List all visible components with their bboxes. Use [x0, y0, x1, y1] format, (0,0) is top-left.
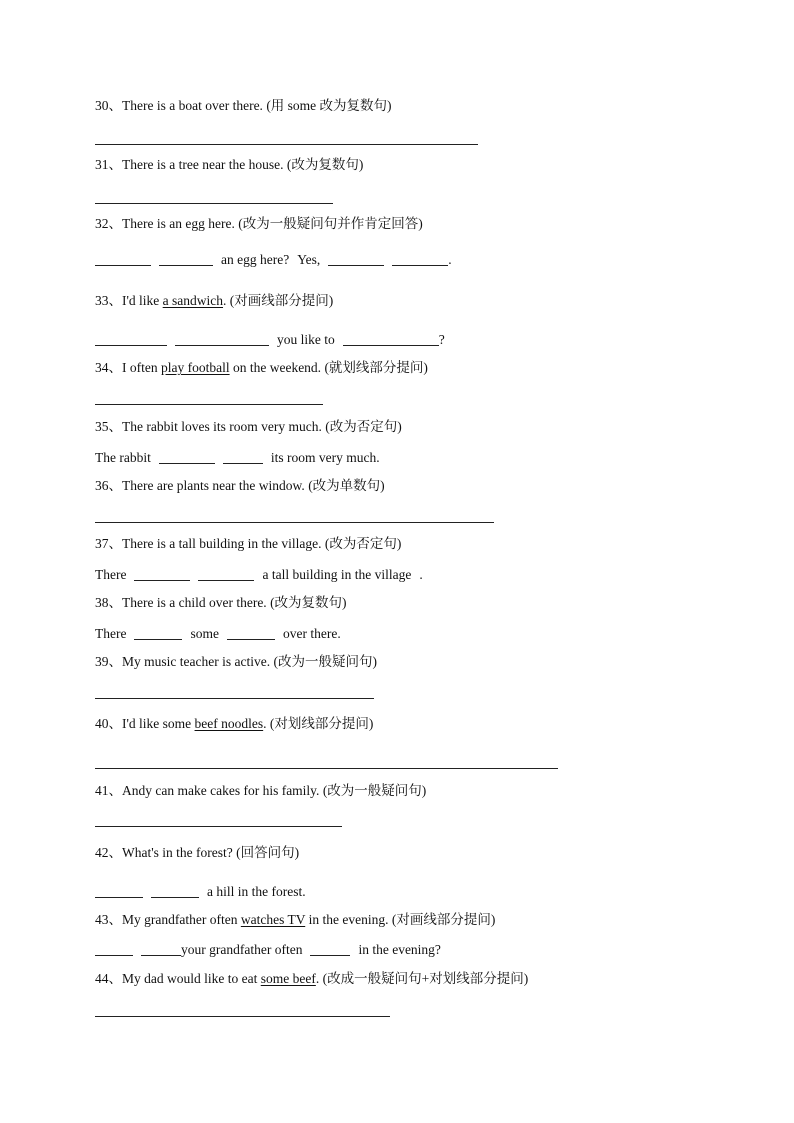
question-sentence: on the weekend.: [232, 360, 322, 375]
blank-field[interactable]: [392, 252, 448, 266]
underlined-phrase: watches TV: [240, 912, 306, 927]
blank-field[interactable]: [198, 567, 254, 581]
answer-text: .: [419, 567, 423, 582]
question-37: [95, 535, 401, 553]
answer-line-34[interactable]: [95, 404, 323, 405]
question-35: [95, 418, 402, 436]
question-sentence: in the evening.: [308, 912, 389, 927]
question-instruction: (对划线部分提问): [269, 716, 374, 731]
blank-field[interactable]: [227, 626, 275, 640]
blank-field[interactable]: [328, 252, 384, 266]
question-number: 37、: [95, 536, 122, 551]
question-sentence: I'd like: [122, 293, 160, 308]
answer-row-32: [95, 251, 452, 269]
question-number: 36、: [95, 478, 122, 493]
question-42: [95, 844, 299, 862]
question-number: 34、: [95, 360, 122, 375]
question-sentence: I often: [122, 360, 158, 375]
answer-row-43: [95, 941, 441, 959]
blank-field[interactable]: [159, 252, 213, 266]
answer-text: a tall building in the village: [262, 567, 412, 582]
question-instruction: (改为单数句): [308, 478, 385, 493]
question-sentence: .: [223, 293, 227, 308]
question-instruction: (对画线部分提问): [229, 293, 334, 308]
answer-line-39[interactable]: [95, 698, 374, 699]
answer-text: an egg here?: [221, 252, 290, 267]
answer-text: your grandfather often: [181, 942, 303, 957]
underlined-phrase: a sandwich: [162, 293, 224, 308]
question-number: 31、: [95, 157, 122, 172]
answer-text: you like to: [277, 332, 335, 347]
blank-field[interactable]: [343, 332, 439, 346]
question-number: 43、: [95, 912, 122, 927]
underlined-phrase: beef noodles: [194, 716, 264, 731]
answer-line-31[interactable]: [95, 203, 333, 204]
underlined-phrase: play football: [160, 360, 230, 375]
question-instruction: (改为否定句): [324, 536, 402, 551]
answer-row-35: [95, 449, 380, 467]
question-38: [95, 594, 347, 612]
answer-text: its room very much.: [270, 450, 380, 465]
answer-line-44[interactable]: [95, 1016, 390, 1017]
answer-row-33: [95, 331, 445, 349]
underlined-phrase: some beef: [260, 971, 316, 986]
question-sentence: .: [263, 716, 267, 731]
question-sentence: My grandfather often: [122, 912, 238, 927]
question-43: [95, 911, 495, 929]
question-instruction: (就划线部分提问): [324, 360, 428, 375]
blank-field[interactable]: [134, 567, 190, 581]
question-32: [95, 215, 423, 233]
question-sentence: There is a tall building in the village.: [122, 536, 322, 551]
question-41: [95, 782, 426, 800]
blank-field[interactable]: [134, 626, 182, 640]
question-instruction: (用 some 改为复数句): [266, 98, 392, 113]
question-sentence: My music teacher is active.: [122, 654, 271, 669]
blank-field[interactable]: [95, 884, 143, 898]
question-number: 30、: [95, 98, 122, 113]
answer-line-30[interactable]: [95, 144, 478, 145]
question-number: 39、: [95, 654, 122, 669]
answer-text: The rabbit: [95, 450, 151, 465]
blank-field[interactable]: [223, 450, 263, 464]
question-instruction: (改为一般疑问句并作肯定回答): [238, 216, 423, 231]
blank-field[interactable]: [95, 942, 133, 956]
question-number: 33、: [95, 293, 122, 308]
question-sentence: There is a tree near the house.: [122, 157, 284, 172]
question-number: 38、: [95, 595, 122, 610]
answer-text: Yes,: [297, 252, 321, 267]
answer-text: over there.: [282, 626, 341, 641]
question-number: 40、: [95, 716, 122, 731]
question-31: [95, 156, 363, 174]
question-sentence: .: [315, 971, 320, 986]
question-sentence: My dad would like to eat: [122, 971, 258, 986]
blank-field[interactable]: [151, 884, 199, 898]
blank-field[interactable]: [95, 252, 151, 266]
question-number: 41、: [95, 783, 122, 798]
question-number: 42、: [95, 845, 122, 860]
question-sentence: The rabbit loves its room very much.: [122, 419, 322, 434]
blank-field[interactable]: [175, 332, 269, 346]
answer-row-37: [95, 566, 423, 584]
question-34: [95, 359, 428, 377]
question-instruction: (改为复数句): [270, 595, 347, 610]
answer-text: in the evening?: [358, 942, 441, 957]
answer-row-42: [95, 883, 306, 901]
blank-field[interactable]: [141, 942, 181, 956]
question-sentence: There is a boat over there.: [122, 98, 263, 113]
question-33: [95, 292, 333, 310]
question-instruction: (对画线部分提问): [391, 912, 496, 927]
question-sentence: Andy can make cakes for his family.: [122, 783, 320, 798]
question-sentence: There are plants near the window.: [122, 478, 305, 493]
question-instruction: (改为一般疑问句): [322, 783, 427, 798]
blank-field[interactable]: [159, 450, 215, 464]
answer-line-36[interactable]: [95, 522, 494, 523]
answer-text: There: [95, 567, 127, 582]
question-39: [95, 653, 377, 671]
question-sentence: What's in the forest?: [122, 845, 233, 860]
question-instruction: (改成一般疑问句+对划线部分提问): [322, 971, 529, 986]
question-instruction: (回答问句): [236, 845, 300, 860]
answer-line-41[interactable]: [95, 826, 342, 827]
question-instruction: (改为否定句): [325, 419, 402, 434]
question-30: [95, 97, 392, 115]
question-36: [95, 477, 385, 495]
answer-text: some: [190, 626, 219, 641]
question-number: 35、: [95, 419, 122, 434]
question-sentence: I'd like some: [122, 716, 192, 731]
question-instruction: (改为复数句): [286, 157, 364, 172]
question-44: [95, 970, 528, 988]
blank-field[interactable]: [95, 332, 167, 346]
answer-text: ?: [438, 332, 445, 347]
answer-line-40[interactable]: [95, 768, 558, 769]
question-sentence: There is an egg here.: [122, 216, 235, 231]
answer-text: a hill in the forest.: [207, 884, 306, 899]
answer-text: .: [448, 252, 452, 267]
answer-row-38: [95, 625, 341, 643]
question-number: 32、: [95, 216, 122, 231]
answer-text: There: [95, 626, 127, 641]
question-40: [95, 715, 373, 733]
question-sentence: There is a child over there.: [122, 595, 267, 610]
question-instruction: (改为一般疑问句): [273, 654, 377, 669]
question-number: 44、: [95, 971, 122, 986]
blank-field[interactable]: [310, 942, 350, 956]
